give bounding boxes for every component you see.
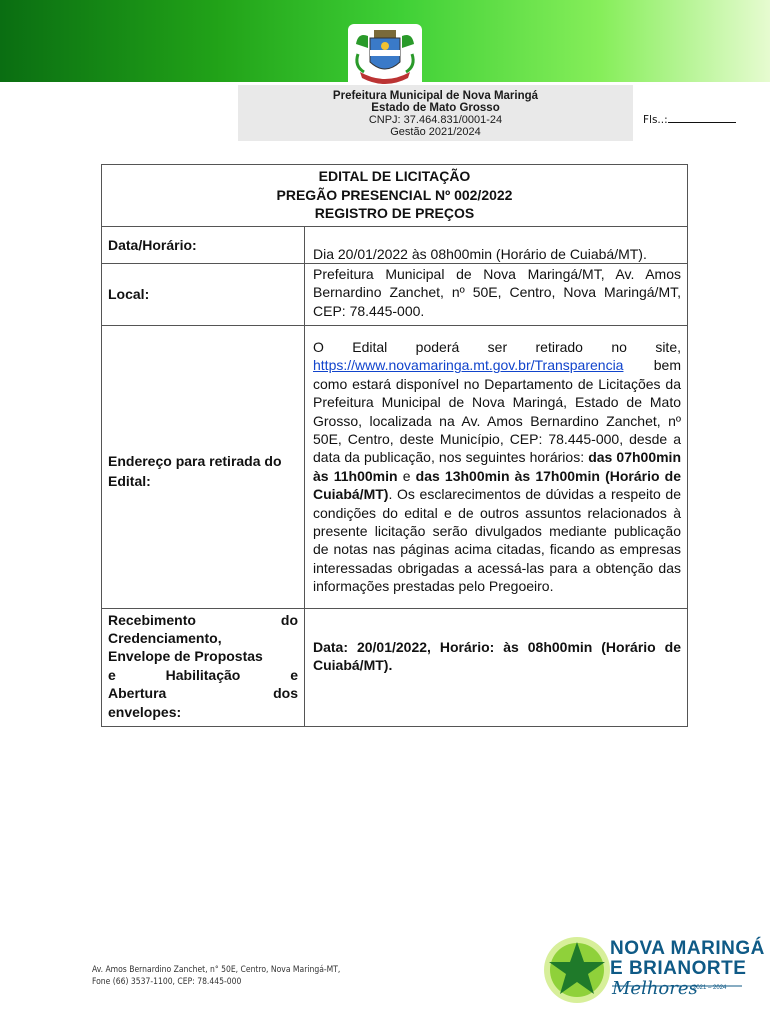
footer-logo-title — [610, 939, 765, 979]
fls-blank-line — [668, 113, 736, 123]
footer-address-line-1: Av. Amos Bernardino Zanchet, n° 50E, Centro, Nova Maringá-MT, — [92, 965, 341, 975]
address-text-2: . Os esclarecimentos de dúvidas a respeito de condições do edital e de outros assuntos relacionados à presente licitação serão divulgados mediante publicação de notas nas páginas acima citadas, ficando as empresas interessadas obrigadas a acessá-las para a obtenção das informações prestadas pelo Pregoeiro. — [313, 486, 681, 595]
address-intro: O Edital poderá ser retirado no site, — [313, 338, 681, 355]
receipt-label-l6: envelopes: — [108, 703, 182, 720]
receipt-label — [102, 608, 305, 726]
letterhead — [238, 85, 633, 141]
receipt-label-l2: Credenciamento, — [108, 630, 222, 646]
notice-table — [101, 164, 688, 727]
receipt-label-l1 — [108, 611, 298, 629]
footer-logo-script: Melhores — [612, 978, 698, 999]
notice-title — [102, 165, 688, 227]
receipt-l5a: Abertura — [108, 685, 167, 702]
municipal-coat-of-arms — [348, 24, 422, 90]
gestao: Gestão 2021/2024 — [390, 126, 481, 138]
address-value — [305, 325, 688, 608]
receipt-l4b: Habilitação — [165, 666, 241, 683]
receipt-label-l3: Envelope de Propostas — [108, 648, 263, 665]
page-number-field — [643, 113, 736, 126]
datetime-value: Dia 20/01/2022 às 08h00min (Horário de Cuiabá/MT). — [305, 226, 688, 263]
title-line-1: EDITAL DE LICITAÇÃO — [318, 168, 471, 184]
org-name: Prefeitura Municipal de Nova Maringá — [332, 90, 539, 102]
state-name: Estado de Mato Grosso — [371, 102, 500, 114]
footer-address — [92, 964, 340, 988]
receipt-l1b: do — [280, 611, 298, 628]
transparency-link[interactable]: https://www.novamaringa.mt.gov.br/Transparencia — [313, 357, 624, 374]
address-label: Endereço para retirada do Edital: — [102, 325, 305, 608]
hours-morning: das 07h00min às 11h00min — [313, 449, 681, 484]
title-line-3: REGISTRO DE PREÇOS — [314, 205, 475, 221]
fls-label: Fls..: — [643, 114, 668, 126]
local-value: Prefeitura Municipal de Nova Maringá/MT, Av. Amos Bernardino Zanchet, nº 50E, Centro, Nova Maringá/MT, CEP: 78.445-000. — [305, 263, 688, 325]
footer-address-line-2: Fone (66) 3537-1100, CEP: 78.445-000 — [92, 977, 242, 987]
cnpj: CNPJ: 37.464.831/0001-24 — [368, 114, 503, 126]
address-text-1: bem como estará disponível no Departamento de Licitações da Prefeitura Municipal de Nova Maringá, Estado de Mato Grosso, localizada na Av. Amos Bernardino Zanchet, nº 50E, Centro, deste Município, CEP: 78.445-000, desde a data da publicação, nos seguintes horários: — [313, 357, 681, 466]
datetime-label: Data/Horário: — [102, 226, 305, 263]
receipt-value: Data: 20/01/2022, Horário: às 08h00min (Horário de Cuiabá/MT). — [305, 608, 688, 726]
receipt-l4a: e — [108, 666, 116, 683]
footer-logo-line-2: E BRIANORTE — [610, 958, 747, 979]
footer-logo-years: 2021 – 2024 — [693, 985, 727, 991]
footer-logo-line-1: NOVA MARINGÁ — [610, 938, 765, 959]
receipt-l1a: Recebimento — [108, 611, 196, 628]
receipt-label-l5 — [108, 684, 298, 702]
title-line-2: PREGÃO PRESENCIAL Nº 002/2022 — [276, 186, 513, 203]
hours-afternoon: das 13h00min às 17h00min (Horário de Cuiabá/MT) — [313, 467, 682, 503]
local-label: Local: — [102, 263, 305, 325]
receipt-l4c: e — [290, 666, 299, 683]
receipt-label-l4 — [108, 666, 298, 684]
receipt-l5b: dos — [273, 685, 298, 702]
hours-and: e — [402, 467, 411, 484]
